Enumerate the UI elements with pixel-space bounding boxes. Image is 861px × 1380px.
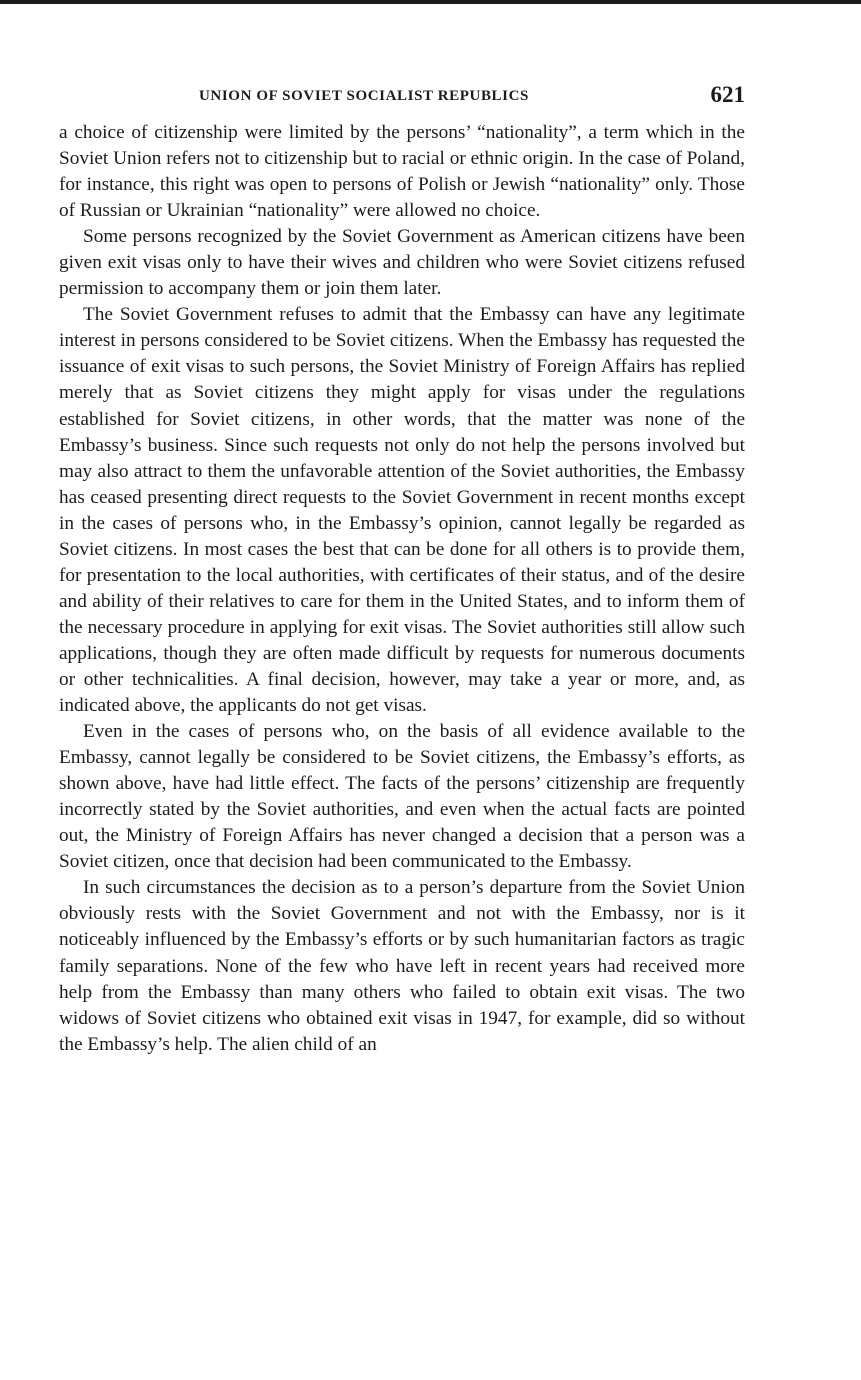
page-number: 621 xyxy=(710,82,745,107)
paragraph-embassy-efforts: Even in the cases of persons who, on the basis of all evidence available to the Embassy, cannot legally be considered to be Soviet citizens, the Embassy’s efforts, as shown above, have had little effect. The facts of the persons’ citizenship are frequently incorrectly stated by the Soviet authorities, and even when the actual facts are pointed out, the Ministry of Foreign Affairs has never changed a decision that a person was a Soviet citizen, once that decision had been communicated to the Embassy. xyxy=(59,721,745,873)
document-page xyxy=(59,80,745,1058)
paragraph-embassy-interest: The Soviet Government refuses to admit that the Embassy can have any legitimate interest in persons considered to be Soviet citizens. When the Embassy has requested the issuance of exit visas to such persons, the Soviet Ministry of Foreign Affairs has replied merely that as Soviet citizens they might apply for visas under the regulations established for Soviet citizens, in other words, that the matter was none of the Embassy’s business. Since such requests not only do not help the persons involved but may also attract to them the unfavorable attention of the Soviet authorities, the Embassy has ceased presenting direct requests to the Soviet Government in recent months except in the cases of persons who, in the Embassy’s opinion, cannot legally be regarded as Soviet citizens. In most cases the best that can be done for all others is to provide them, for presentation to the local authorities, with certificates of their status, and of the desire and ability of their relatives to care for them in the United States, and to inform them of the necessary procedure in applying for exit visas. The Soviet authorities still allow such applications, though they are often made difficult by requests for numerous documents or other technicalities. A final decision, however, may take a year or more, and, as indicated above, the applicants do not get visas. xyxy=(59,304,745,717)
paragraph-continuation: a choice of citizenship were limited by the persons’ “nationality”, a term which in the Soviet Union refers not to citizenship but to racial or ethnic origin. In the case of Poland, for instance, this right was open to persons of Polish or Jewish “nationality” only. Those of Russian or Ukrainian “nationality” were allowed no choice. xyxy=(59,122,745,222)
paragraph-exit-visas-families: Some persons recognized by the Soviet Government as American citizens have been given exit visas only to have their wives and children who were Soviet citizens refused permission to accompany them or join them later. xyxy=(59,226,745,300)
running-head xyxy=(59,80,745,120)
paragraph-departure-decision: In such circumstances the decision as to a person’s departure from the Soviet Union obviously rests with the Soviet Government and not with the Embassy, nor is it noticeably influenced by the Embassy’s efforts or by such humanitarian factors as tragic family separations. None of the few who have left in recent years had received more help from the Embassy than many others who failed to obtain exit visas. The two widows of Soviet citizens who obtained exit visas in 1947, for example, did so without the Embassy’s help. The alien child of an xyxy=(59,877,745,1055)
top-border-rule xyxy=(0,0,861,4)
running-title: UNION OF SOVIET SOCIALIST REPUBLICS xyxy=(199,88,529,104)
body-text xyxy=(59,120,745,1058)
